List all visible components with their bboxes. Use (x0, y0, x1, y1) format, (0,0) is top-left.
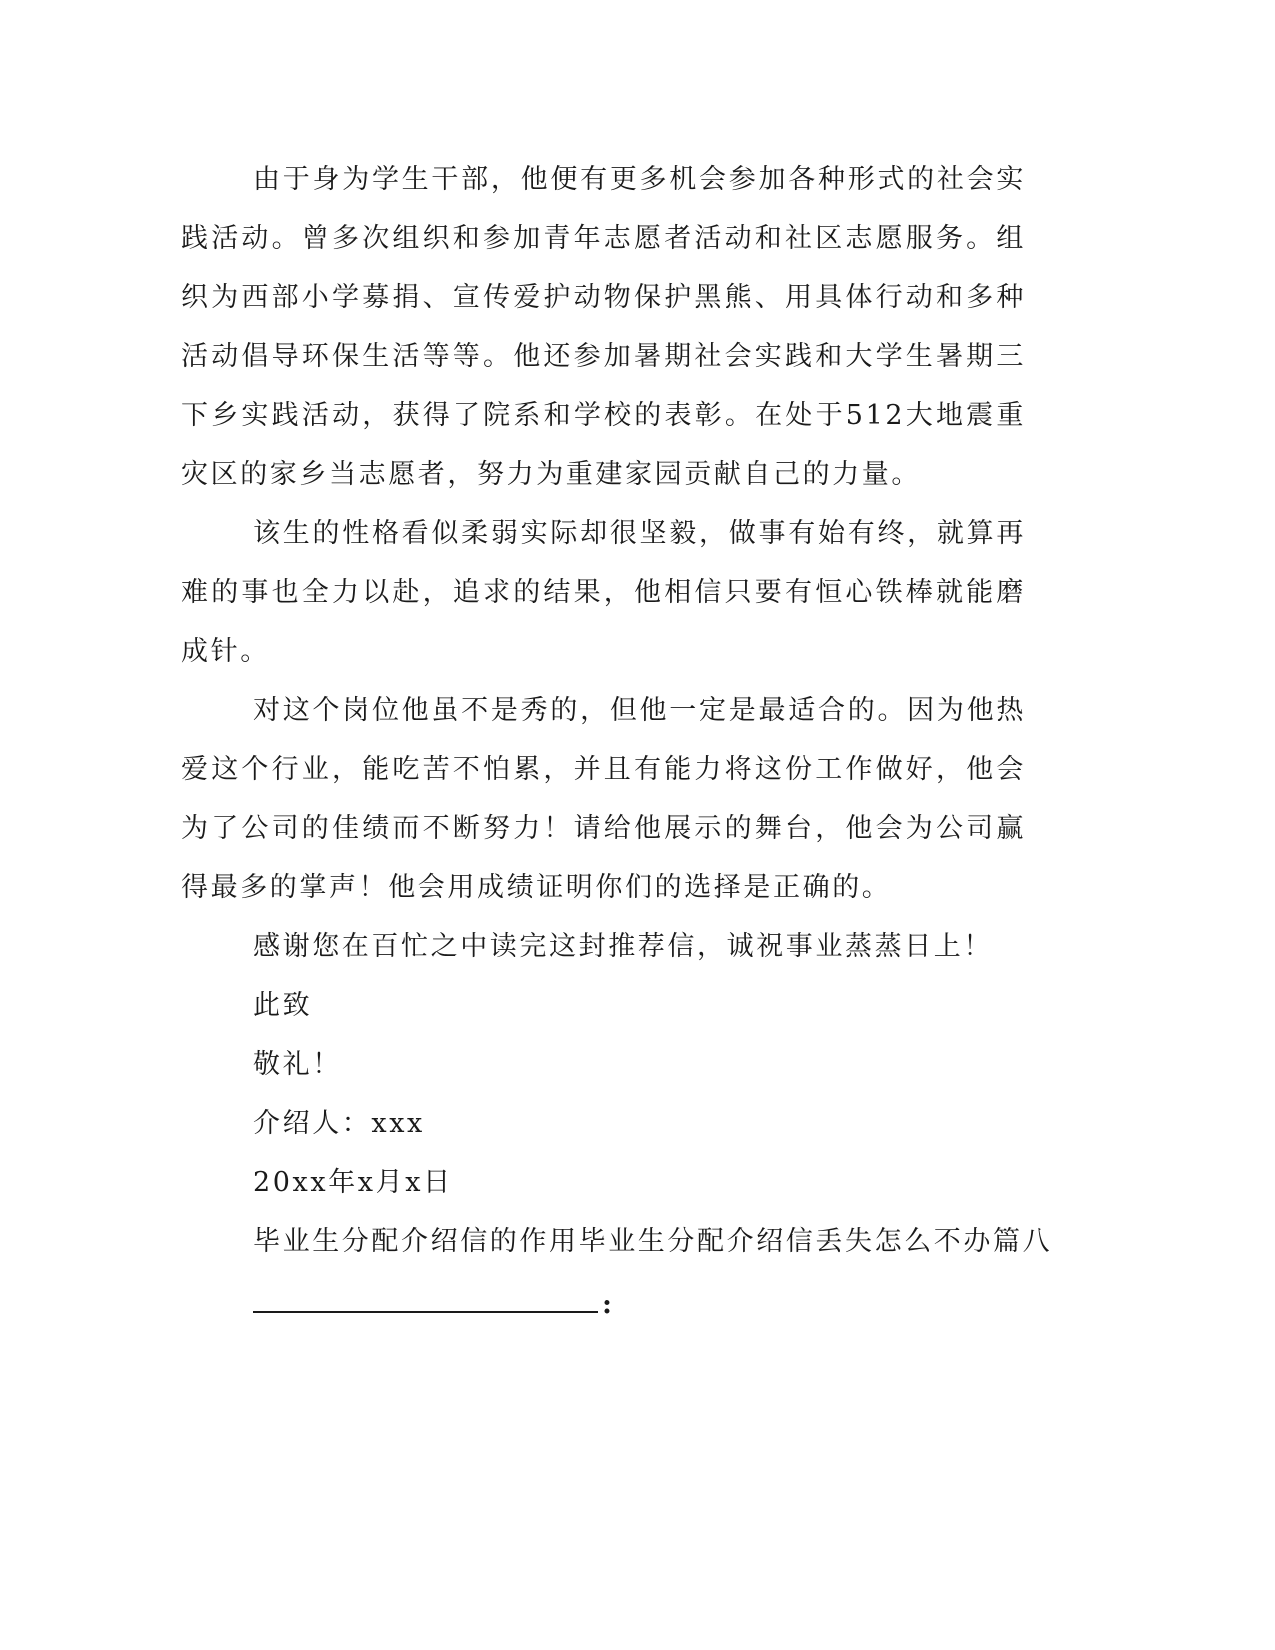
paragraph-personality: 该生的性格看似柔弱实际却很坚毅，做事有始有终，就算再难的事也全力以赴，追求的结果，他相信只要有恒心铁棒就能磨成针。 (181, 518, 1026, 667)
paragraph-suitability: 对这个岗位他虽不是秀的，但他一定是最适合的。因为他热爱这个行业，能吃苦不怕累，并且有能力将这份工作做好，他会为了公司的佳绩而不断努力！请给他展示的舞台，他会为公司赢得最多的掌声！他会用成绩证明你们的选择是正确的。 (181, 695, 1026, 903)
salutation-jingli: 敬礼！ (253, 1049, 342, 1080)
recipient-line (181, 1271, 1026, 1330)
next-section-title: 毕业生分配介绍信的作用毕业生分配介绍信丢失怎么不办篇八 (253, 1226, 1053, 1257)
recipient-colon: : (602, 1289, 612, 1320)
closing-thanks: 感谢您在百忙之中读完这封推荐信，诚祝事业蒸蒸日上！ (253, 931, 993, 962)
salutation-cizhi: 此致 (253, 990, 313, 1021)
letter-date: 20xx年x月x日 (253, 1167, 453, 1198)
letter-body (181, 150, 1053, 1330)
paragraph-social-practice: 由于身为学生干部，他便有更多机会参加各种形式的社会实践活动。曾多次组织和参加青年志愿者活动和社区志愿服务。组织为西部小学募捐、宣传爱护动物保护黑熊、用具体行动和多种活动倡导环保生活等等。他还参加暑期社会实践和大学生暑期三下乡实践活动，获得了院系和学校的表彰。在处于512大地震重灾区的家乡当志愿者，努力为重建家园贡献自己的力量。 (181, 164, 1026, 490)
introducer-signature: 介绍人：xxx (253, 1108, 425, 1139)
recipient-blank (253, 1271, 598, 1313)
